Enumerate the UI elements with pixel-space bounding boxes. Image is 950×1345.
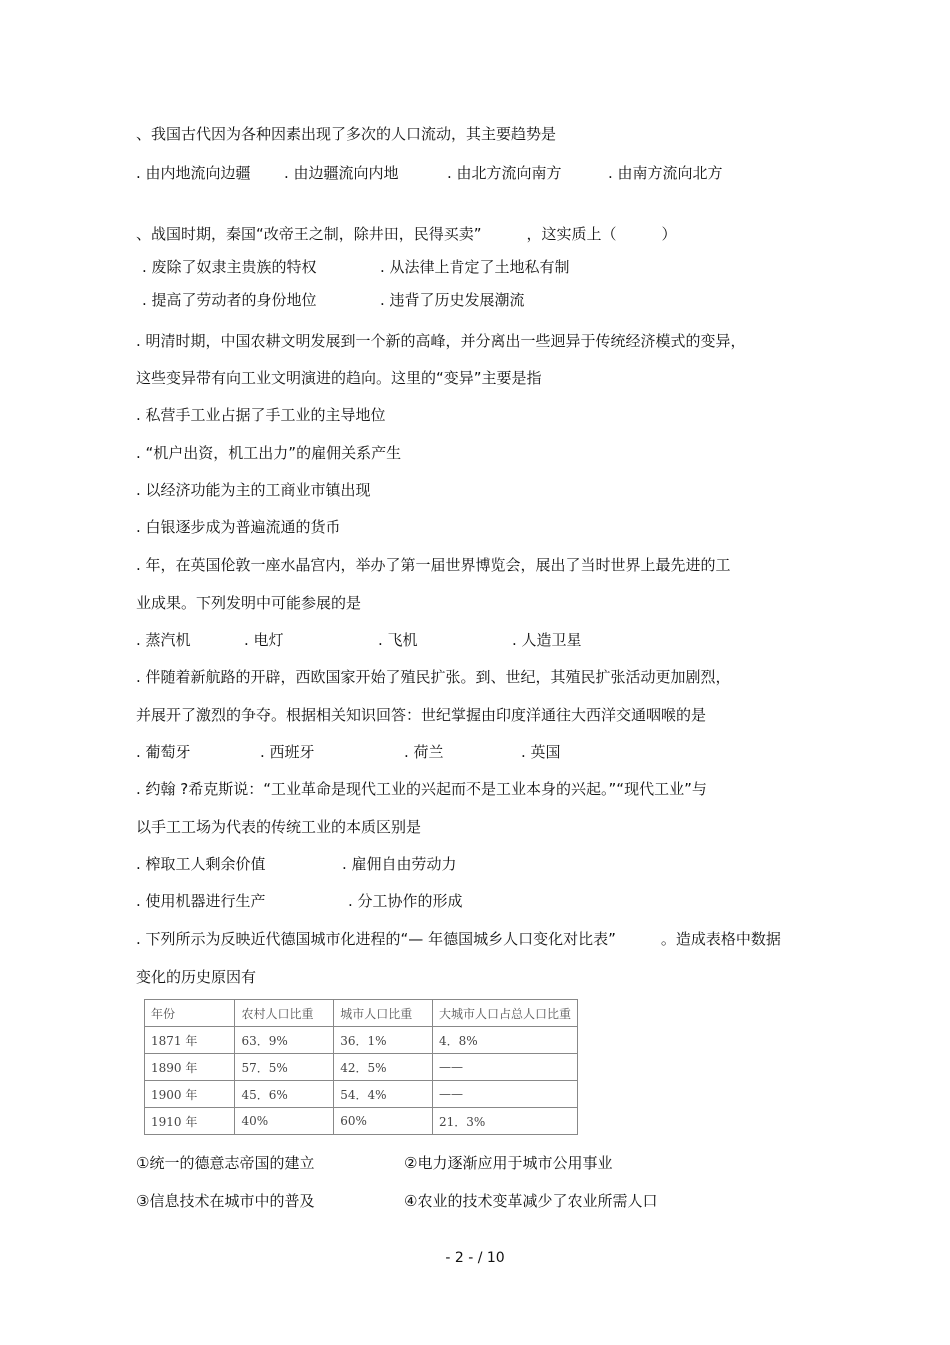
question-6-stem-line-2: 以手工工场为代表的传统工业的本质区别是 (136, 818, 422, 836)
question-3-option-d: . 白银逐步成为普遍流通的货币 (136, 518, 341, 536)
page-number: - 2 - / 10 (445, 1250, 505, 1266)
question-6-option-b: . 雇佣自由劳动力 (342, 855, 457, 873)
table-row (145, 1054, 578, 1081)
question-3-option-b: . “机户出资，机工出力”的雇佣关系产生 (136, 444, 402, 462)
table-cell: 57．5% (235, 1054, 334, 1081)
table-row (145, 1108, 578, 1135)
table-cell: 60% (334, 1108, 433, 1135)
table-header-cell: 农村人口比重 (235, 1000, 334, 1027)
table-cell: 1900 年 (145, 1081, 235, 1108)
question-7-option-1: ①统一的德意志帝国的建立 (136, 1154, 315, 1172)
table-header-cell: 大城市人口占总人口比重 (432, 1000, 577, 1027)
population-table (144, 999, 578, 1135)
table-row (145, 1081, 578, 1108)
question-2-option-b: . 从法律上肯定了土地私有制 (380, 258, 570, 276)
table-cell: 21．3% (432, 1108, 577, 1135)
question-3-option-c: . 以经济功能为主的工商业市镇出现 (136, 481, 371, 499)
table-cell: 4．8% (432, 1027, 577, 1054)
question-2-option-d: . 违背了历史发展潮流 (380, 291, 525, 309)
question-5-option-d: . 英国 (521, 743, 561, 761)
table-header-cell: 城市人口比重 (334, 1000, 433, 1027)
question-7-option-4: ④农业的技术变革减少了农业所需人口 (404, 1192, 658, 1210)
question-7-stem-line-2: 变化的历史原因有 (136, 968, 257, 986)
table-cell: 40% (235, 1108, 334, 1135)
question-5-stem-line-1: . 伴随着新航路的开辟，西欧国家开始了殖民扩张。到、世纪，其殖民扩张活动更加剧烈， (136, 668, 731, 686)
question-2-option-c: . 提高了劳动者的身份地位 (142, 291, 317, 309)
question-4-stem-line-2: 业成果。下列发明中可能参展的是 (136, 594, 362, 612)
question-1-stem: 、我国古代因为各种因素出现了多次的人口流动，其主要趋势是 (136, 125, 557, 143)
question-5-stem-line-2: 并展开了激烈的争夺。根据相关知识回答：世纪掌握由印度洋通往大西洋交通咽喉的是 (136, 706, 707, 724)
question-3-stem-line-2: 这些变异带有向工业文明演进的趋向。这里的“变异”主要是指 (136, 369, 542, 387)
table-row (145, 1027, 578, 1054)
question-5-option-b: . 西班牙 (260, 743, 315, 761)
table-cell: 63．9% (235, 1027, 334, 1054)
question-5-option-a: . 葡萄牙 (136, 743, 191, 761)
table-cell: 36．1% (334, 1027, 433, 1054)
question-6-option-c: . 使用机器进行生产 (136, 892, 266, 910)
question-4-option-b: . 电灯 (244, 631, 284, 649)
question-1-option-b: . 由边疆流向内地 (284, 164, 399, 182)
question-6-option-d: . 分工协作的形成 (348, 892, 463, 910)
question-7-option-3: ③信息技术在城市中的普及 (136, 1192, 315, 1210)
question-1-option-c: . 由北方流向南方 (447, 164, 562, 182)
table-cell: 1871 年 (145, 1027, 235, 1054)
question-7-stem-line-1: . 下列所示为反映近代德国城市化进程的“— 年德国城乡人口变化对比表” 。造成表格中数据 (136, 930, 781, 948)
question-3-option-a: . 私营手工业占据了手工业的主导地位 (136, 406, 386, 424)
question-4-stem-line-1: . 年，在英国伦敦一座水晶宫内，举办了第一届世界博览会，展出了当时世界上最先进的工 (136, 556, 731, 574)
question-3-stem-line-1: . 明清时期，中国农耕文明发展到一个新的高峰，并分离出一些迥异于传统经济模式的变异， (136, 332, 746, 350)
table-header-cell: 年份 (145, 1000, 235, 1027)
question-6-stem-line-1: . 约翰 ?希克斯说：“工业革命是现代工业的兴起而不是工业本身的兴起。”“现代工业”与 (136, 780, 707, 798)
table-cell: 54．4% (334, 1081, 433, 1108)
question-1-option-d: . 由南方流向北方 (608, 164, 723, 182)
question-4-option-d: . 人造卫星 (512, 631, 582, 649)
table-cell: —— (432, 1081, 577, 1108)
question-5-option-c: . 荷兰 (404, 743, 444, 761)
table-cell: 45．6% (235, 1081, 334, 1108)
question-2-option-a: . 废除了奴隶主贵族的特权 (142, 258, 317, 276)
question-2-stem: 、战国时期，秦国“改帝王之制，除井田，民得买卖” ，这实质上（ ） (136, 225, 677, 243)
question-7-option-2: ②电力逐渐应用于城市公用事业 (404, 1154, 613, 1172)
table-cell: —— (432, 1054, 577, 1081)
question-4-option-c: . 飞机 (378, 631, 418, 649)
table-cell: 42．5% (334, 1054, 433, 1081)
question-1-option-a: . 由内地流向边疆 (136, 164, 251, 182)
question-4-option-a: . 蒸汽机 (136, 631, 191, 649)
table-cell: 1910 年 (145, 1108, 235, 1135)
table-cell: 1890 年 (145, 1054, 235, 1081)
question-6-option-a: . 榨取工人剩余价值 (136, 855, 266, 873)
table-header-row (145, 1000, 578, 1027)
